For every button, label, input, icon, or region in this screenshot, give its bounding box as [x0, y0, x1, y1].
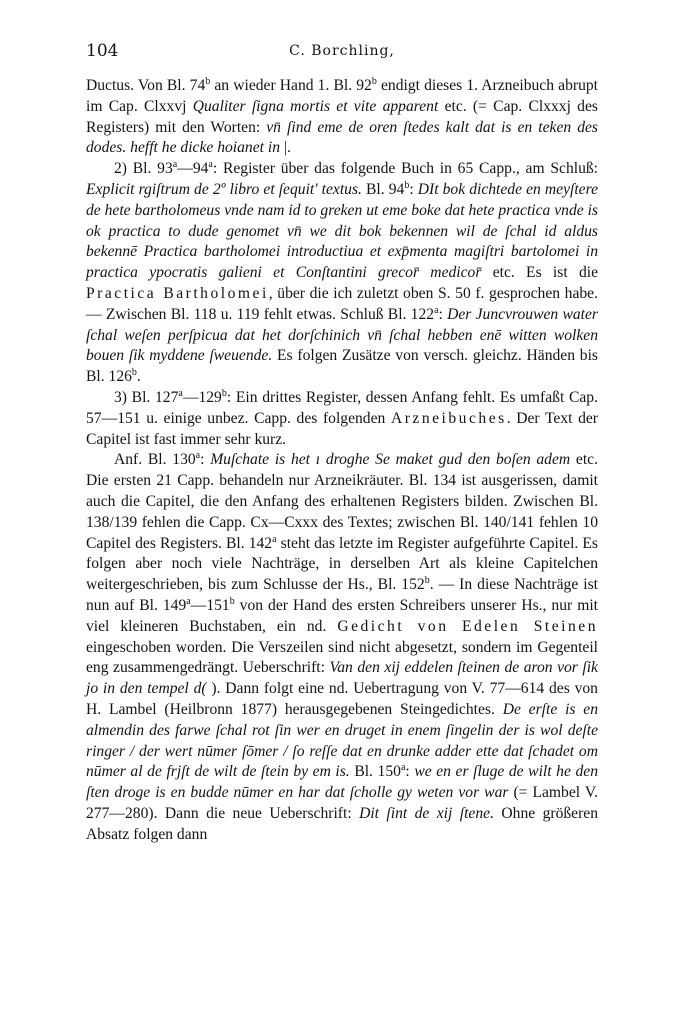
text-run: 3) Bl. 127 [114, 388, 179, 406]
text-run: : Register über das folgende Buch in 65 Capp., am Schluß: [212, 160, 598, 178]
text-run: steht das letzte im Register aufgeführte Capitel. Es folgen aber noch viele Nachträge, in derselben Art als kleine Capitelchen weitergeschrieben, bis zum Schlusse der Hs., Bl. 152 [86, 534, 598, 594]
text-run: —129 [182, 388, 222, 406]
text-run: : [438, 305, 448, 323]
italic-run: vn̄ ſind eme de oren ſtedes kalt dat is en teken des dodes. hefft he dicke hoianet in [86, 118, 598, 157]
text-run: Bl. 150 [349, 763, 401, 781]
text-run: ). Dann folgt eine nd. Uebertragung von V. 77—614 des von H. Lambel (Heilbronn 1877) herausgegebenen Steingedichtes. [86, 680, 598, 718]
italic-run: DIt bok dichtede en meyſtere de hete bartholomeus vnde nam id to greken ut eme boke dat hete practica vnde is ok practica to dude genomet vn̄ we dit bok bekennen wil de ſchal id aldus bekennē Practica bartholomei introductiua et exp̄menta magiſtri bartolomei in practica ypocratis galieni et Conſtantini grecor̄ medicor̄ [86, 180, 599, 282]
spaced-run: Practica Bartholomei [86, 284, 269, 302]
text-run: eingeschoben worden. Die Verszeilen sind nicht abgesetzt, sondern im Gegenteil eng zusammengedrängt. Ueberschrift: [86, 638, 598, 677]
text-run: an wieder Hand 1. Bl. 92 [210, 77, 372, 94]
italic-run: Explicit rgiſtrum de 2º libro et ſequit' textus. [86, 180, 362, 198]
italic-run: Van den xij eddelen ſteinen de aron vor ſik jo in den tempel d( [86, 659, 598, 698]
superscript: a [172, 159, 178, 170]
superscript: a [195, 450, 201, 462]
text-run: endigt dieses 1. Arzneibuch abrupt im Cap. Clxxvj [86, 77, 598, 115]
paragraph-3 [86, 388, 598, 450]
text-run: . [136, 368, 141, 386]
text-run: Ductus. Von Bl. 74 [86, 77, 206, 94]
italic-run: De erſte is en almendin des farwe ſchal rot ſin wer en druget in enem ſingelin der is wol deſte ringer / der wert nūmer ſōmer / ſo reſſe dat en drunke adder ette dat ſchadet om nūmer al de frjſt de wilt de ſtein by em is. [86, 700, 599, 781]
text-run: : [405, 763, 415, 781]
text-run: —94 [177, 160, 209, 178]
text-run: Anf. Bl. 130 [114, 451, 196, 469]
superscript: b [131, 366, 137, 378]
superscript: b [404, 179, 410, 191]
page-header [86, 40, 598, 64]
text-run: etc. (= Cap. Clxxxj des Registers) mit den Worten: [86, 97, 598, 136]
italic-run: Muſchate is het ı droghe Se maket gud den boſen adem [210, 451, 571, 469]
superscript: a [178, 387, 183, 399]
running-title: C. Borchling, [289, 43, 395, 59]
superscript: b [424, 574, 430, 586]
text-run: (= Lambel V. 277—280). Dann die neue Ueberschrift: [86, 784, 598, 822]
italic-run: Dit ſint de xij ſtene. [359, 804, 494, 822]
paragraph-1 [86, 76, 598, 159]
superscript: b [221, 387, 227, 399]
superscript: b [205, 75, 211, 87]
text-run: von der Hand des ersten Schreibers unserer Hs., nur mit viel kleineren Buchstaben, ein nd. [86, 596, 598, 635]
text-run: Es folgen Zusätze von versch. gleichz. Händen bis Bl. 126 [86, 347, 598, 386]
text-run: Ohne größeren Absatz folgen dann [86, 804, 598, 843]
text-run: , über die ich zuletzt oben S. 50 f. gesprochen habe. — Zwischen Bl. 118 u. 119 fehlt etwas. Schluß Bl. 122 [86, 284, 598, 323]
superscript: a [400, 762, 406, 774]
text-run: —151 [190, 596, 230, 614]
paragraph-4 [86, 450, 598, 845]
text-run: etc. Es ist die [481, 264, 598, 282]
superscript: b [229, 595, 235, 607]
italic-run: Qualiter ſigna mortis et vite apparent [192, 97, 439, 115]
superscript: b [371, 75, 377, 87]
italic-run: Der Juncvrouwen water ſchal weſen perſpicua dat het dorſchinich vn̄ ſchal hebben enē witten wolken bouen ſik myddene ſweuende. [86, 305, 598, 365]
text-run: Bl. 94 [361, 180, 405, 198]
superscript: a [272, 533, 277, 545]
text-run: 2) Bl. 93 [114, 160, 173, 178]
body-text [86, 76, 598, 845]
text-run: : Ein drittes Register, dessen Anfang fehlt. Es umfaßt Cap. 57—151 u. einige unbez. Capp. des folgenden [86, 388, 599, 427]
spaced-run: Arzneibuches [390, 409, 507, 427]
text-run: . — In diese Nachträge ist nun auf Bl. 149 [86, 576, 598, 614]
text-run: |. [280, 139, 291, 157]
superscript: a [208, 159, 213, 170]
text-run: : [409, 180, 418, 198]
text-run: etc. Die ersten 21 Capp. behandeln nur Arzneikräuter. Bl. 134 ist ausgerissen, damit auch die Capitel, die den Anfang des erhaltenen Registers bilden. Zwischen Bl. 138/139 fehlen die Capp. Cx—Cxxx des Textes; zwischen Bl. 140/141 fehlen 10 Capitel des Registers. Bl. 142 [86, 451, 598, 552]
page-number: 104 [86, 41, 119, 61]
italic-run: we en er ſluge de wilt he den ſten droge is en budde nūmer en har dat ſcholle gy weten vor war [86, 763, 598, 802]
superscript: a [434, 304, 439, 316]
text-run: . Der Text der Capitel ist fast immer sehr kurz. [86, 409, 598, 448]
paragraph-2 [86, 159, 598, 388]
spaced-run: Gedicht von Edelen Steinen [337, 617, 598, 635]
superscript: a [186, 595, 191, 607]
text-run: : [200, 451, 211, 469]
